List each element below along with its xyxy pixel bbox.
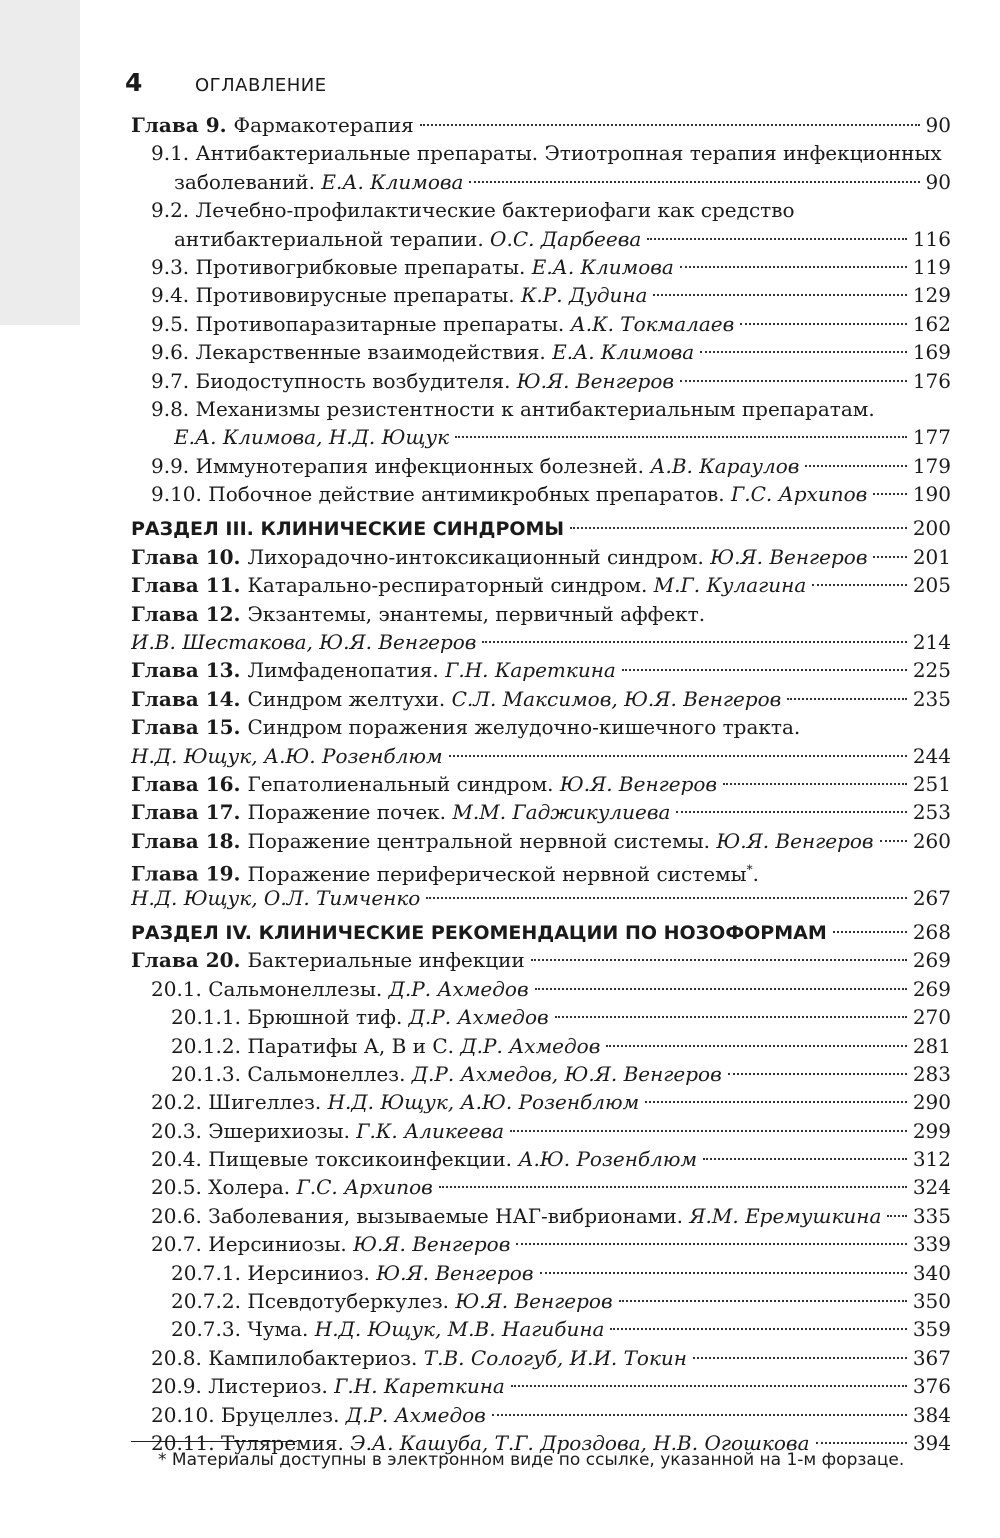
- toc-entry[interactable]: [131, 600, 951, 628]
- entry-title: Катарально-респираторный синдром.: [247, 573, 648, 598]
- dot-leader: [510, 1130, 907, 1132]
- entry-author: Д.Р. Ахмедов: [339, 1402, 486, 1427]
- dot-leader: [873, 493, 907, 495]
- entry-title: 20.7.1. Иерсиниоз.: [171, 1260, 370, 1285]
- entry-author: М.М. Гаджикулиева: [446, 800, 671, 825]
- dot-leader: [570, 527, 907, 529]
- page-header: [125, 68, 950, 102]
- entry-author: Ю.Я. Венгеров: [553, 771, 718, 796]
- entry-author: Г.Н. Кареткина: [327, 1374, 505, 1399]
- toc-entry-text: [171, 1060, 722, 1088]
- entry-title: Лимфаденопатия.: [247, 658, 439, 683]
- toc-entry[interactable]: [131, 685, 951, 713]
- entry-author: О.С. Дарбеева: [483, 226, 642, 251]
- toc-entry-text: [151, 1202, 881, 1230]
- chapter-label: Глава 12.: [131, 601, 248, 626]
- entry-title: 20.6. Заболевания, вызываемые НАГ-вибрионами.: [151, 1203, 684, 1228]
- entry-page-number: 394: [912, 1430, 951, 1455]
- dot-leader: [492, 1414, 907, 1416]
- entry-author: Ю.Я. Венгеров: [449, 1289, 613, 1314]
- dot-leader: [680, 380, 907, 382]
- entry-author: Ю.Я. Венгеров: [369, 1260, 534, 1285]
- toc-entry-text: [131, 770, 717, 798]
- entry-author: Ю.Я. Венгеров: [346, 1232, 511, 1257]
- chapter-label: Глава 11.: [131, 573, 248, 598]
- entry-title: 9.2. Лечебно-профилактические бактериофаги как средство: [151, 198, 795, 223]
- entry-title: Экзантемы, энантемы, первичный аффект.: [247, 601, 706, 626]
- toc-entry-text: [131, 884, 420, 912]
- toc-entry-text: [131, 798, 670, 826]
- dot-leader: [531, 959, 907, 961]
- dot-leader: [439, 1186, 907, 1188]
- dot-leader: [703, 1158, 907, 1160]
- toc-entry[interactable]: [131, 452, 951, 480]
- entry-title: Гепатолиенальный синдром.: [247, 771, 554, 796]
- toc-entry[interactable]: [131, 1173, 951, 1201]
- toc-entry[interactable]: [131, 1287, 951, 1315]
- toc-entry-text: [151, 1117, 504, 1145]
- toc-entry-text: [171, 1032, 600, 1060]
- dot-leader: [482, 641, 906, 643]
- entry-title: Бактериальные инфекции: [247, 948, 525, 973]
- entry-author: А.В. Караулов: [643, 453, 800, 478]
- entry-page-number: 376: [912, 1374, 951, 1399]
- toc-entry-text: [151, 139, 942, 167]
- dot-leader: [449, 755, 907, 757]
- entry-author: Ю.Я. Венгеров: [510, 368, 675, 393]
- dot-leader: [693, 1357, 907, 1359]
- dot-leader: [511, 1385, 907, 1387]
- toc-entry[interactable]: [131, 1202, 951, 1230]
- entry-author: Д.Р. Ахмедов: [402, 1005, 549, 1030]
- toc-entry[interactable]: [131, 1401, 951, 1429]
- entry-page-number: 340: [912, 1260, 951, 1285]
- toc-entry-text: [131, 946, 525, 974]
- entry-page-number: 129: [912, 283, 951, 308]
- dot-leader: [805, 465, 906, 467]
- entry-author: Г.Н. Кареткина: [438, 658, 616, 683]
- entry-page-number: 201: [912, 544, 951, 569]
- entry-title: 20.1.1. Брюшной тиф.: [171, 1005, 403, 1030]
- entry-page-number: 267: [912, 885, 951, 910]
- dot-leader: [812, 584, 907, 586]
- entry-title: 9.4. Противовирусные препараты.: [151, 283, 515, 308]
- dot-leader: [469, 181, 919, 183]
- entry-page-number: 269: [912, 948, 951, 973]
- entry-author: А.К. Токмалаев: [564, 311, 735, 336]
- entry-title: 9.10. Побочное действие антимикробных препаратов.: [151, 482, 725, 507]
- toc-entry[interactable]: [131, 946, 951, 974]
- entry-page-number: 200: [912, 516, 951, 541]
- toc-entry[interactable]: [131, 1003, 951, 1031]
- toc-entry-text: [151, 1372, 505, 1400]
- table-of-contents: [131, 111, 951, 1457]
- toc-entry[interactable]: [131, 111, 951, 139]
- toc-entry[interactable]: [131, 480, 951, 508]
- entry-title: 20.1.3. Сальмонеллез.: [171, 1061, 406, 1086]
- entry-page-number: 299: [912, 1118, 951, 1143]
- toc-entry-text: [131, 628, 476, 656]
- toc-entry[interactable]: [131, 855, 951, 886]
- chapter-label: Глава 17.: [131, 800, 248, 825]
- toc-entry-text: [131, 600, 705, 628]
- entry-page-number: 281: [912, 1033, 951, 1058]
- entry-title: 20.5. Холера.: [151, 1175, 291, 1200]
- toc-entry-text: [171, 1315, 604, 1343]
- toc-entry[interactable]: [131, 139, 951, 167]
- footnote: * Материалы доступны в электронном виде по ссылке, указанной на 1-м форзаце.: [158, 1450, 905, 1470]
- toc-entry[interactable]: [131, 543, 951, 571]
- entry-author: С.Л. Максимов, Ю.Я. Венгеров: [445, 686, 782, 711]
- dot-leader: [787, 698, 907, 700]
- dot-leader: [455, 436, 907, 438]
- dot-leader: [540, 1272, 907, 1274]
- toc-entry-text: [131, 742, 443, 770]
- entry-page-number: 260: [912, 828, 951, 853]
- entry-author: Н.Д. Ющук, А.Ю. Розенблюм: [321, 1090, 640, 1115]
- entry-page-number: 253: [912, 800, 951, 825]
- entry-page-number: 367: [912, 1345, 951, 1370]
- entry-title: Синдром желтухи.: [247, 686, 446, 711]
- dot-leader: [647, 238, 907, 240]
- toc-entry-text: [151, 1401, 486, 1429]
- entry-title: 20.1.2. Паратифы А, В и С.: [171, 1033, 455, 1058]
- toc-entry-text: [151, 253, 674, 281]
- entry-page-number: 90: [925, 113, 951, 137]
- toc-entry[interactable]: [131, 1259, 951, 1287]
- entry-title: Лихорадочно-интоксикационный синдром.: [247, 544, 704, 569]
- toc-entry-text: [131, 919, 827, 947]
- dot-leader: [723, 783, 907, 785]
- dot-leader: [426, 897, 906, 899]
- entry-page-number: 251: [912, 771, 951, 796]
- toc-entry[interactable]: [131, 281, 951, 309]
- toc-entry-text: [131, 571, 806, 599]
- entry-author: Е.А. Климова: [545, 340, 695, 365]
- toc-entry[interactable]: [131, 628, 951, 656]
- entry-title: РАЗДЕЛ IV. КЛИНИЧЕСКИЕ РЕКОМЕНДАЦИИ ПО НОЗОФОРМАМ: [131, 921, 827, 944]
- footnote-divider: [131, 1441, 297, 1442]
- toc-entry-text: [131, 713, 800, 741]
- dot-leader: [645, 1101, 907, 1103]
- toc-entry-text: [131, 111, 414, 139]
- running-title: ОГЛАВЛЕНИЕ: [195, 75, 327, 96]
- entry-title: 9.1. Антибактериальные препараты. Этиотропная терапия инфекционных: [151, 141, 942, 166]
- entry-page-number: 225: [912, 658, 951, 683]
- toc-entry-text: [131, 543, 867, 571]
- chapter-label: Глава 15.: [131, 715, 248, 740]
- entry-author: И.В. Шестакова, Ю.Я. Венгеров: [131, 630, 477, 655]
- entry-author: Ю.Я. Венгеров: [703, 544, 868, 569]
- toc-entry-text: [151, 395, 875, 423]
- toc-entry[interactable]: [131, 1117, 951, 1145]
- entry-author: К.Р. Дудина: [514, 283, 648, 308]
- entry-author: Е.А. Климова: [315, 169, 464, 194]
- entry-author: Е.А. Климова: [525, 254, 674, 279]
- toc-entry[interactable]: [131, 770, 951, 798]
- entry-title: 9.5. Противопаразитарные препараты.: [151, 311, 565, 336]
- entry-title: 9.8. Механизмы резистентности к антибактериальным препаратам.: [151, 396, 875, 421]
- entry-page-number: 205: [912, 573, 951, 598]
- entry-title: 20.9. Листериоз.: [151, 1374, 328, 1399]
- toc-entry[interactable]: [131, 196, 951, 224]
- entry-author: Д.Р. Ахмедов: [454, 1033, 601, 1058]
- toc-entry[interactable]: [131, 798, 951, 826]
- entry-author: Г.С. Архипов: [724, 482, 868, 507]
- entry-author: Е.А. Климова, Н.Д. Ющук: [174, 425, 450, 450]
- toc-entry-text: [171, 1003, 549, 1031]
- toc-entry[interactable]: [131, 367, 951, 395]
- toc-entry-text: [171, 1259, 534, 1287]
- chapter-label: Глава 20.: [131, 948, 248, 973]
- toc-entry[interactable]: [131, 827, 951, 855]
- chapter-label: Глава 18.: [131, 828, 248, 853]
- toc-entry[interactable]: [131, 1315, 951, 1343]
- toc-entry-text: [151, 1145, 697, 1173]
- toc-entry[interactable]: [131, 514, 951, 542]
- entry-author: Т.В. Сологуб, И.И. Токин: [417, 1345, 687, 1370]
- toc-entry[interactable]: [131, 571, 951, 599]
- entry-title: антибактериальной терапии.: [174, 226, 484, 251]
- toc-entry-text: [151, 975, 529, 1003]
- entry-page-number: 235: [912, 686, 951, 711]
- entry-page-number: 177: [912, 425, 951, 450]
- entry-page-number: 90: [925, 169, 951, 194]
- toc-entry[interactable]: [131, 1230, 951, 1258]
- toc-entry[interactable]: [131, 975, 951, 1003]
- entry-title: Поражение центральной нервной системы.: [247, 828, 710, 853]
- toc-entry-text: [171, 1287, 613, 1315]
- dot-leader: [700, 351, 907, 353]
- entry-title: РАЗДЕЛ III. КЛИНИЧЕСКИЕ СИНДРОМЫ: [131, 518, 565, 541]
- toc-entry-text: [151, 196, 795, 224]
- entry-author: Я.М. Еремушкина: [683, 1203, 882, 1228]
- toc-entry-text: [151, 452, 799, 480]
- toc-entry[interactable]: [131, 168, 951, 196]
- toc-entry[interactable]: [131, 713, 951, 741]
- dot-leader: [606, 1045, 906, 1047]
- entry-author: Д.Р. Ахмедов: [382, 976, 529, 1001]
- dot-leader: [833, 931, 907, 933]
- entry-title: заболеваний.: [174, 169, 315, 194]
- entry-title: 20.10. Бруцеллез.: [151, 1402, 340, 1427]
- dot-leader: [619, 1300, 907, 1302]
- toc-entry-text: [151, 1344, 687, 1372]
- toc-entry[interactable]: [131, 225, 951, 253]
- dot-leader: [653, 294, 906, 296]
- toc-entry-text: [131, 827, 874, 855]
- entry-title: 20.7. Иерсиниозы.: [151, 1232, 347, 1257]
- toc-entry[interactable]: [131, 310, 951, 338]
- entry-title: 9.9. Иммунотерапия инфекционных болезней.: [151, 453, 644, 478]
- entry-page-number: 269: [912, 976, 951, 1001]
- toc-entry[interactable]: [131, 423, 951, 451]
- chapter-label: Глава 19.: [131, 861, 248, 886]
- entry-page-number: 324: [912, 1175, 951, 1200]
- entry-author: А.Ю. Розенблюм: [512, 1147, 698, 1172]
- entry-author: Д.Р. Ахмедов, Ю.Я. Венгеров: [405, 1061, 722, 1086]
- entry-page-number: 270: [912, 1005, 951, 1030]
- chapter-label: Глава 10.: [131, 544, 248, 569]
- toc-entry-text: [131, 685, 781, 713]
- entry-page-number: 116: [912, 226, 951, 251]
- page-edge-shadow: [0, 0, 80, 325]
- toc-entry[interactable]: [131, 918, 951, 946]
- toc-entry[interactable]: [131, 1032, 951, 1060]
- page-number: 4: [125, 68, 143, 97]
- toc-entry-text: [131, 515, 564, 543]
- entry-page-number: 179: [912, 453, 951, 478]
- entry-author: Н.Д. Ющук, М.В. Нагибина: [308, 1317, 605, 1342]
- entry-page-number: 119: [912, 254, 951, 279]
- entry-title: Поражение почек.: [247, 800, 447, 825]
- entry-page-number: 268: [912, 919, 951, 944]
- toc-entry-text: [151, 367, 674, 395]
- entry-page-number: 214: [912, 630, 951, 655]
- toc-entry[interactable]: [131, 338, 951, 366]
- toc-entry-text: [131, 656, 616, 684]
- toc-entry[interactable]: [131, 395, 951, 423]
- entry-title: 20.2. Шигеллез.: [151, 1090, 322, 1115]
- dot-leader: [516, 1243, 906, 1245]
- entry-title: 20.7.2. Псевдотуберкулез.: [171, 1289, 450, 1314]
- entry-author: Г.К. Аликеева: [349, 1118, 505, 1143]
- toc-entry-text: [174, 423, 449, 451]
- dot-leader: [555, 1016, 907, 1018]
- chapter-label: Глава 9.: [131, 113, 234, 137]
- toc-entry-text: [151, 1230, 510, 1258]
- entry-title: 20.1. Сальмонеллезы.: [151, 976, 383, 1001]
- entry-page-number: 312: [912, 1147, 951, 1172]
- toc-entry[interactable]: [131, 1372, 951, 1400]
- entry-author: Н.Д. Ющук, О.Л. Тимченко: [131, 885, 421, 910]
- entry-title: 20.4. Пищевые токсикоинфекции.: [151, 1147, 513, 1172]
- entry-page-number: 290: [912, 1090, 951, 1115]
- entry-title: 20.8. Кампилобактериоз.: [151, 1345, 418, 1370]
- toc-entry-text: [151, 310, 734, 338]
- dot-leader: [535, 988, 907, 990]
- entry-author: Г.С. Архипов: [290, 1175, 433, 1200]
- entry-title: 9.6. Лекарственные взаимодействия.: [151, 340, 546, 365]
- toc-entry-text: [151, 1173, 433, 1201]
- dot-leader: [873, 556, 906, 558]
- entry-author: Н.Д. Ющук, А.Ю. Розенблюм: [131, 743, 443, 768]
- toc-entry-text: [174, 225, 641, 253]
- dot-leader: [622, 669, 907, 671]
- toc-entry[interactable]: [131, 1145, 951, 1173]
- entry-page-number: 384: [912, 1402, 951, 1427]
- toc-entry-text: [151, 480, 867, 508]
- toc-entry[interactable]: [131, 1344, 951, 1372]
- dot-leader: [740, 323, 907, 325]
- chapter-label: Глава 16.: [131, 771, 248, 796]
- entry-author: М.Г. Кулагина: [647, 573, 807, 598]
- entry-page-number: 350: [912, 1289, 951, 1314]
- entry-page-number: 335: [912, 1203, 951, 1228]
- entry-page-number: 283: [912, 1061, 951, 1086]
- dot-leader: [680, 266, 907, 268]
- toc-entry-text: [151, 338, 694, 366]
- toc-entry[interactable]: [131, 253, 951, 281]
- entry-author: Ю.Я. Венгеров: [709, 828, 874, 853]
- entry-page-number: 190: [912, 482, 951, 507]
- entry-title: Фармакотерапия: [233, 113, 414, 137]
- entry-author: Э.А. Кашуба, Т.Г. Дроздова, Н.В. Огошкова: [343, 1430, 810, 1455]
- toc-entry[interactable]: [131, 1060, 951, 1088]
- dot-leader: [728, 1073, 907, 1075]
- entry-page-number: 359: [912, 1317, 951, 1342]
- entry-title: 9.7. Биодоступность возбудителя.: [151, 368, 511, 393]
- entry-title: Синдром поражения желудочно-кишечного тракта.: [247, 715, 801, 740]
- chapter-label: Глава 14.: [131, 686, 248, 711]
- toc-entry-text: [174, 168, 463, 196]
- entry-page-number: 339: [912, 1232, 951, 1257]
- toc-entry[interactable]: [131, 656, 951, 684]
- entry-page-number: 176: [912, 368, 951, 393]
- toc-entry-text: [151, 281, 647, 309]
- toc-entry[interactable]: [131, 1088, 951, 1116]
- entry-page-number: 244: [912, 743, 951, 768]
- dot-leader: [610, 1328, 906, 1330]
- entry-title: 20.7.3. Чума.: [171, 1317, 309, 1342]
- chapter-label: Глава 13.: [131, 658, 248, 683]
- entry-title: 20.11. Туляремия.: [151, 1430, 344, 1455]
- entry-title: Поражение периферической нервной системы*.: [247, 861, 759, 886]
- dot-leader: [887, 1215, 906, 1217]
- entry-page-number: 162: [912, 311, 951, 336]
- toc-entry[interactable]: [131, 742, 951, 770]
- dot-leader: [420, 124, 920, 126]
- entry-page-number: 169: [912, 340, 951, 365]
- dot-leader: [880, 840, 907, 842]
- dot-leader: [816, 1442, 907, 1444]
- entry-title: 9.3. Противогрибковые препараты.: [151, 254, 526, 279]
- dot-leader: [676, 811, 906, 813]
- entry-title: 20.3. Эшерихиозы.: [151, 1118, 350, 1143]
- toc-entry-text: [151, 1088, 639, 1116]
